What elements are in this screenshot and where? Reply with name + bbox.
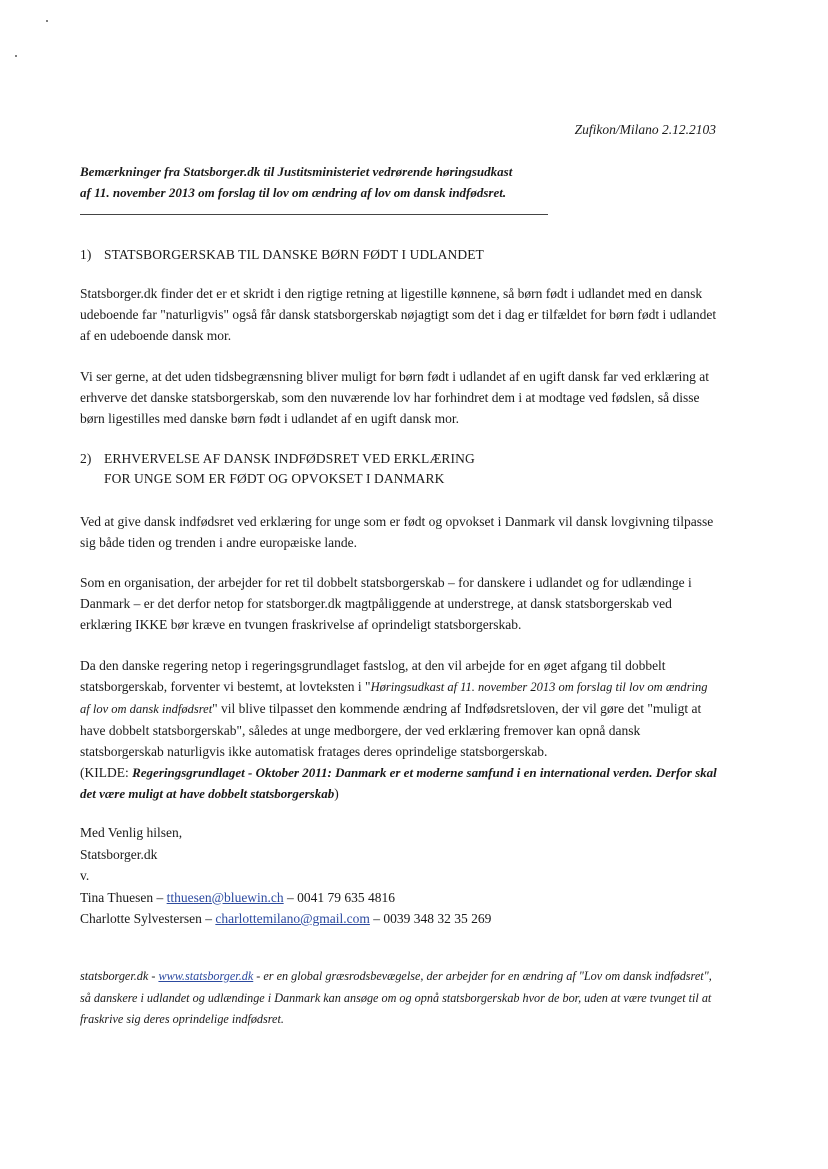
email-link[interactable]: charlottemilano@gmail.com — [215, 911, 370, 926]
source-citation: Regeringsgrundlaget - Oktober 2011: Danmark er et moderne samfund i en international verden. Derfor skal det være muligt at have dobbelt statsborgerskab — [80, 765, 717, 801]
section-2-paragraph-2: Som en organisation, der arbejder for ret til dobbelt statsborgerskab – for danskere i udlandet og for udlændinge i Danmark – er det derfor netop for statsborger.dk magtpåliggende at understrege, at dansk statsborgerskab ved erklæring IKKE bør kræve en tvungen fraskrivelse af oprindeligt statsborgerskab. — [80, 575, 692, 632]
section-1-heading — [80, 245, 484, 265]
contact-name: Charlotte Sylvestersen – — [80, 911, 216, 926]
footer-prefix: statsborger.dk - — [80, 969, 159, 983]
intro-line-1: Bemærkninger fra Statsborger.dk til Justitsministeriet vedrørende høringsudkast — [80, 164, 513, 179]
hearing-draft-title: Høringsudkast af 11. november 2013 om forslag til lov om ændring af lov om dansk indfødsret — [80, 680, 708, 716]
section-2-title-line-2: FOR UNGE SOM ER FØDT OG OPVOKSET I DANMARK — [104, 471, 445, 486]
greeting: Med Venlig hilsen, — [80, 825, 183, 840]
section-1-number: 1) — [80, 247, 92, 262]
section-1-title: STATSBORGERSKAB TIL DANSKE BØRN FØDT I UDLANDET — [104, 247, 484, 262]
source-suffix: ) — [334, 786, 339, 801]
scan-speck — [46, 20, 48, 22]
website-link[interactable]: www.statsborger.dk — [158, 969, 254, 983]
contact-charlotte — [80, 908, 680, 930]
section-2-heading — [80, 449, 475, 489]
contact-tina — [80, 887, 680, 909]
intro-block — [80, 161, 600, 203]
section-1-paragraph-1: Statsborger.dk finder det er et skridt i den rigtige retning at ligestille kønnene, så børn født i udlandet med en dansk udeboende far "naturligvis" også får dansk statsborgerskab nøjagtigt som det i dag er tilfældet for børn født i udlandet af en udeboende dansk mor. — [80, 286, 717, 343]
source-prefix: (KILDE: — [80, 765, 133, 780]
contact-name: Tina Thuesen – — [80, 889, 167, 905]
footer-text: - er en global græsrodsbevægelse, der arbejder for en ændring af "Lov om dansk indfødsret", så danskere i udlandet og udlændinge i Danmark kan ansøge om og opnå statsborgerskab hvor de bor, uden at være tvunget til at fraskrive sig deres oprindelige indfødsret. — [80, 969, 712, 1026]
intro-line-2: af 11. november 2013 om forslag til lov om ændring af lov om dansk indfødsret. — [80, 185, 507, 200]
contact-phone: – 0041 79 635 4816 — [283, 889, 396, 905]
divider — [80, 214, 548, 215]
paragraph-3-text-b: " vil blive tilpasset den kommende ændring af Indfødsretsloven, der vil gøre det "muligt at have dobbelt statsborgerskab", således at unge medborgere, der ved erklæring fremover kan opnå dansk statsborgerskab naturligvis ikke automatisk fratages deres oprindelige statsborgerskab. — [80, 701, 702, 759]
on-behalf: v. — [80, 868, 90, 883]
organization: Statsborger.dk — [80, 846, 158, 862]
date-line: Zufikon/Milano 2.12.2103 — [574, 122, 716, 137]
email-link[interactable]: tthuesen@bluewin.ch — [166, 889, 284, 905]
contact-phone: – 0039 348 32 35 269 — [369, 911, 492, 926]
section-2-number: 2) — [80, 451, 92, 466]
section-1-paragraph-2: Vi ser gerne, at det uden tidsbegrænsning bliver muligt for børn født i udlandet af en ugift dansk far ved erklæring at erhverve det danske statsborgerskab, som den nuværende lov har forhindret dem i at modtage ved fødslen, så disse børn ligestilles med danske børn født i udlandet af en ugift dansk mor. — [80, 369, 710, 426]
signature-block — [80, 822, 680, 930]
section-2-paragraph-1: Ved at give dansk indfødsret ved erklæring for unge som er født og opvokset i Danmark vil dansk lovgivning tilpasse sig både tiden og trenden i andre europæiske lande. — [80, 514, 714, 550]
section-2-title-line-1: ERHVERVELSE AF DANSK INDFØDSRET VED ERKLÆRING — [104, 451, 475, 466]
section-2-paragraph-3 — [80, 655, 720, 804]
scan-speck — [15, 55, 17, 57]
paragraph-3-text-a: Da den danske regering netop i regeringsgrundlaget fastslog, at den vil arbejde for en øget afgang til dobbelt statsborgerskab, forventer vi bestemt, at lovteksten i " — [80, 658, 666, 694]
footer-note — [80, 966, 720, 1031]
